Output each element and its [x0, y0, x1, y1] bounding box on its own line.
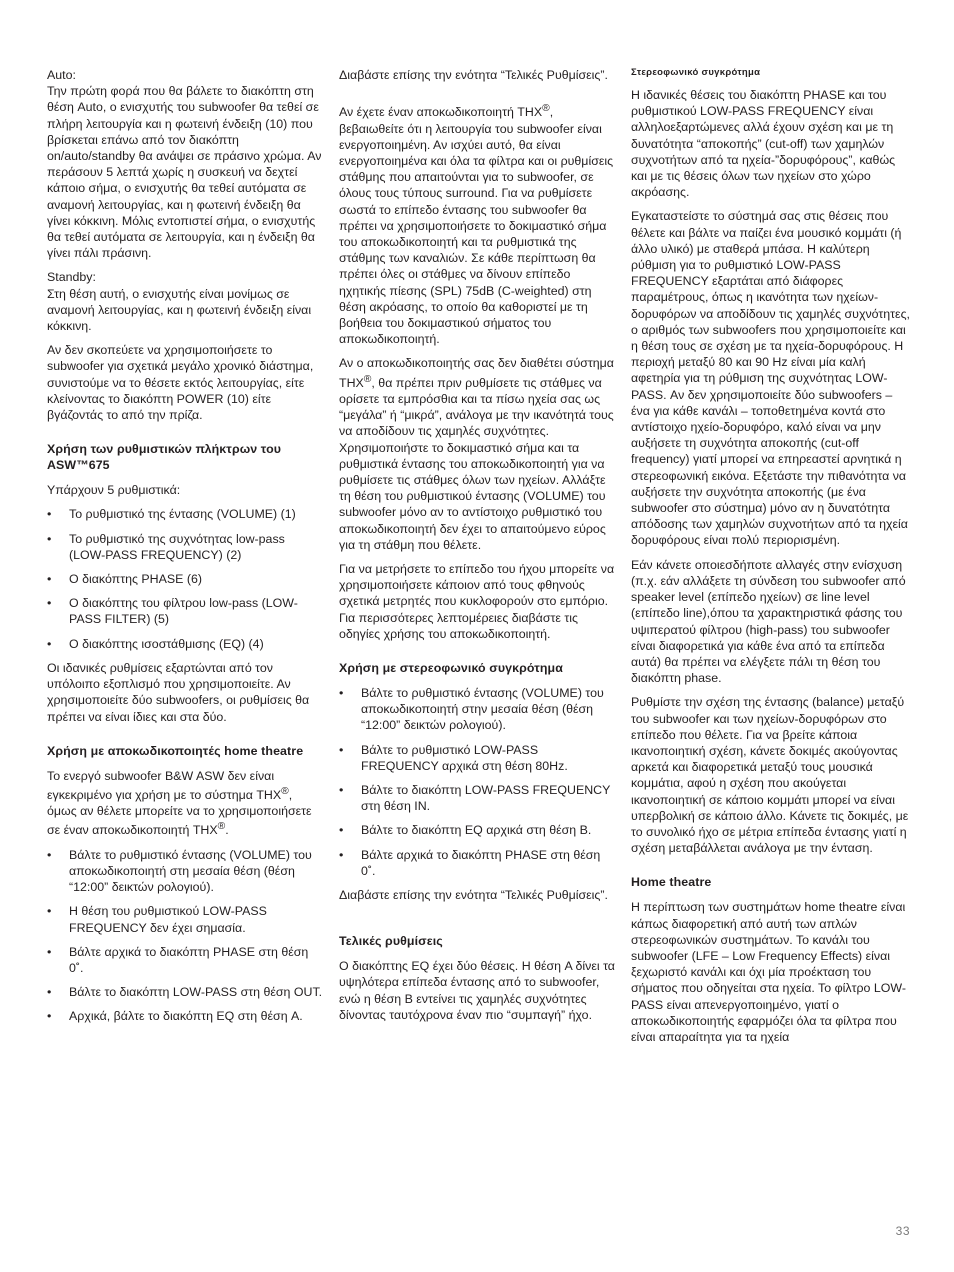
registered-mark: ®	[281, 785, 289, 797]
list-item: • Η θέση του ρυθμιστικού LOW-PASS FREQUENCY δεν έχει σημασία.	[47, 903, 323, 935]
paragraph-thx-compat	[47, 768, 323, 839]
stereo-steps-list	[339, 685, 617, 879]
paragraph-eq-switch: Ο διακόπτης EQ έχει δύο θέσεις. Η θέση A δίνει τα υψηλότερα επίπεδα έντασης από το subwoofer, ενώ η θέση B εντείνει τις χαμηλές συχνότητες δίνοντας ταυτόχρονα έναν πιο “συμπαγή” ήχο.	[339, 959, 615, 1022]
list-item: • Αρχικά, βάλτε το διακόπτη EQ στη θέση A.	[47, 1008, 323, 1024]
paragraph-install: Εγκαταστείστε το σύστημά σας στις θέσεις που θέλετε και βάλτε να παίζει ένα μουσικό κομμάτι (ή άλλο υλικό) με σταθερά μπάσα. Η καλύτερη ρύθμιση για το ρυθμιστικό LOW-PASS FREQUENCY εξαρτάται από διάφορες παραμέτρους, όπως η ικανότητα των ηχείων-δορυφόρων να αποδίδουν τις χαμηλές συχνότητες, ο αριθμός των subwoofers που χρησιμοποιείτε και η θέση τους σε σχέση με τα ηχεία-δορυφόρους. Η περιοχή μεταξύ 80 και 90 Hz είναι μία καλή αφετηρία για τη ρύθμιση της συχνότητας LOW-PASS. Αν δεν χρησιμοποιείτε δύο subwoofers – ένα για κάθε κανάλι – τοποθετημένα κοντά στο αντίστοιχο ηχείο-δορυφόρο, καλό είναι να μην αυξήσετε τη συχνότητα αποκοπής (cut-off frequency) γιατί μπορεί να επηρεαστεί αρνητικά η στερεοφωνική εικόνα. Εξετάστε την πιθανότητα να αυξήσετε την συχνότητα αποκοπής (με ένα subwoofer στο σύστημα) μόνο αν η δυνατότητα απόδοσης των χαμηλών συχνοτήτων από τα ηχεία δορυφόρους είναι πολύ περιορισμένη.	[631, 209, 910, 548]
heading-final-settings: Τελικές ρυθμίσεις	[339, 934, 443, 949]
standby-mode-description: Standby: Στη θέση αυτή, ο ενισχυτής είναι μονίμως σε αναμονή λειτουργίας, και η φωτεινή ένδειξη είναι κόκκινη.	[47, 270, 312, 334]
controls-list	[47, 506, 323, 651]
subheading-stereo-system: Στερεοφωνικό συγκρότημα	[631, 67, 761, 78]
list-item: • Ο διακόπτης του φίλτρου low-pass (LOW-PASS FILTER) (5)	[47, 595, 323, 627]
list-item: • Το ρυθμιστικό της έντασης (VOLUME) (1)	[47, 506, 323, 522]
heading-home-theatre-decoders: Χρήση με αποκωδικοποιητές home theatre	[47, 743, 304, 758]
thx-text-b: , βεβαιωθείτε ότι η λειτουργία του subwoofer είναι ενεργοποιημένη. Αν ισχύει αυτό, θα είναι ενεργοποιημένα και όλα τα φίλτρα και οι ρυθμίσεις στάθμης που απαιτούνται για το subwoofer, σε όλους τους τύπους surround. Για να ρυθμίσετε σωστά το επίπεδο έντασης του subwoofer θα πρέπει να χρησιμοποιήσετε το δοκιμαστικό σήμα του αποκωδικοποιητή και τα ρυθμιστικά της στάθμης των καναλιών. Σε κάθε περίπτωση θα πρέπει όλες οι στάθμες να δίνουν επίπεδο ηχητικής πίεσης (SPL) 75dB (C-weighted) στη θέση ακρόασης, το οποίο θα καθοριστεί με τη βοήθεια του δοκιμαστικού σήματος του αποκωδικοποιητή.	[339, 105, 614, 347]
registered-mark: ®	[363, 373, 372, 385]
column-right	[631, 67, 911, 1053]
paragraph-phase: Η ιδανικές θέσεις του διακόπτη PHASE και του ρυθμιστικού LOW-PASS FREQUENCY είναι αλληλοεξαρτώμενες αλλά έχουν σχέση και με τη δυνατότητα “αποκοπής” (cut-off) των χαμηλών συχνοτήτων από τα ηχεία-”δορυφόρους”, καθώς και με τις θέσεις όλων των ηχείων στο χώρο ακρόασης.	[631, 88, 896, 200]
list-item: • Ο διακόπτης PHASE (6)	[47, 571, 323, 587]
thx-text-2: , όμως αν θέλετε μπορείτε να το χρησιμοποιήσετε σε έναν αποκωδικοποιητή THX	[47, 788, 312, 838]
paragraph-thx-decoder	[339, 101, 617, 347]
heading-stereo-use: Χρήση με στερεοφωνικό συγκρότημα	[339, 660, 563, 675]
list-item: • Βάλτε το διακόπτη LOW-PASS FREQUENCY στη θέση IN.	[339, 782, 617, 814]
registered-mark: ®	[542, 103, 550, 115]
list-item: • Βάλτε το διακόπτη EQ αρχικά στη θέση B.	[339, 822, 617, 838]
list-item: • Βάλτε το διακόπτη LOW-PASS στη θέση OUT.	[47, 984, 323, 1000]
list-item: • Βάλτε το ρυθμιστικό έντασης (VOLUME) του αποκωδικοποιητή στην μεσαία θέση (θέση “12:00” δεικτών ρολογιού).	[339, 685, 617, 734]
heading-home-theatre: Home theatre	[631, 875, 712, 890]
column-middle	[339, 67, 617, 1031]
list-item: • Ο διακόπτης ισοστάθμισης (EQ) (4)	[47, 636, 323, 652]
registered-mark: ®	[217, 821, 226, 833]
paragraph-amp-changes: Εάν κάνετε οποιεσδήποτε αλλαγές στην ενίσχυση (π.χ. εάν αλλάξετε τη σύνδεση του subwoofer από speaker level (επίπεδο ηχείων) σε line level (επίπεδο line),όπου τα χαρακτηριστικά φάσης του υψιπερατού φίλτρου (high-pass) του subwoofer είναι διαφορετικά για κάθε ένα από τα επίπεδα αυτά) θα πρέπει να ελέγξετε πάλι τη θέση του διακόπτη phase.	[631, 557, 906, 686]
home-steps-list	[47, 847, 323, 1025]
paragraph-see-final-2: Διαβάστε επίσης την ενότητα “Τελικές Ρυθμίσεις”.	[339, 887, 608, 902]
paragraph-five-controls: Υπάρχουν 5 ρυθμιστικά:	[47, 483, 181, 498]
period: .	[225, 823, 229, 838]
non-thx-text-b: , θα πρέπει πριν ρυθμίσετε τις στάθμες να ορίσετε τα εμπρόσθια και τα πίσω ηχεία σας ως “μεγάλα” ή “μικρά”, ανάλογα με την ικανότητά τους να αποδίδουν τις χαμηλές συχνότητες. Χρησιμοποιήστε το δοκιμαστικό σήμα και τα ρυθμιστικά έντασης του αποκωδικοποιητή για να ρυθμίσετε τις στάθμες όλων των ηχείων. Αλλάξτε τη θέση του ρυθμιστικού έντασης (VOLUME) του subwoofer μόνο αν το αντίστοιχο ρυθμιστικό του αποκωδικοποιητή δεν έχει το απαιτούμενο εύρος για τη στάθμη που θέλετε.	[339, 375, 614, 552]
list-item: • Βάλτε το ρυθμιστικό LOW-PASS FREQUENCY αρχικά στη θέση 80Hz.	[339, 742, 617, 774]
paragraph-balance: Ρυθμίστε την σχέση της έντασης (balance) μεταξύ του subwoofer και των ηχείων-δορυφόρων στο επίπεδο που θέλετε. Για να βρείτε κάποια ικανοποιητική σχέση, κάνετε δοκιμές ακούγοντας αρκετά και διαφορετικά μεταξύ τους μουσικά κομμάτια, αφού η σχέση που ακούγεται ικανοποιητική σε κάποιο κομμάτι μπορεί να είναι υπερβολική σε κάποιο άλλο. Κάνετε τις δοκιμές, με το συνολικό ήχο σε μέτρια επίπεδα έντασης γιατί η σχέση μεταβάλλεται ανάλογα με την ένταση.	[631, 695, 909, 856]
page-number: 33	[895, 1224, 910, 1238]
paragraph-home-theatre: Η περίπτωση των συστημάτων home theatre είναι κάπως διαφορετική από αυτή των απλών στερεοφωνικών συστημάτων. Το κανάλι του subwoofer (LFE – Low Frequency Effects) είναι ξεχωριστό κανάλι και όχι μία προέκταση του σήματος που οδηγείται στα ηχεία. Το φίλτρο LOW-PASS είναι απενεργοποιημένο, γιατί ο αποκωδικοποιητής εφαρμόζει όλα τα φίλτρα που είναι απαραίτητα για τα ηχεία	[631, 900, 906, 1044]
thx-text-1: Το ενεργό subwoofer B&W ASW δεν είναι εγκεκριμένο για χρήση με το σύστημα THX	[47, 768, 282, 803]
auto-mode-description: Auto: Την πρώτη φορά που θα βάλετε το διακόπτη στη θέση Auto, ο ενισχυτής του subwoofer θα τεθεί σε πλήρη λειτουργία και η φωτεινή ένδειξη (10) που βρίσκεται επάνω από τον διακόπτη on/auto/standby θα ανάψει σε πράσινο χρώμα. Αν περάσουν 5 λεπτά χωρίς η συσκευή να δεχτεί κάποιο σήμα, ο ενισχυτής θα τεθεί αυτόματα σε αναμονή λειτουργίας, και η φωτεινή ένδειξη θα γίνει κόκκινη. Μόλις εντοπιστεί σήμα, ο ενισχυτής θα τεθεί αυτόματα σε λειτουργία, και η ένδειξη θα γίνει πάλι πράσινη.	[47, 68, 322, 261]
paragraph-ideal-settings: Οι ιδανικές ρυθμίσεις εξαρτώνται από τον υπόλοιπο εξοπλισμό που χρησιμοποιείτε. Αν χρησιμοποιείτε δύο subwoofers, οι ρυθμίσεις θα πρέπει να είναι ίδιες και στα δύο.	[47, 660, 310, 724]
list-item: • Βάλτε αρχικά το διακόπτη PHASE στη θέση 0˚.	[47, 944, 323, 976]
list-item: • Το ρυθμιστικό της συχνότητας low-pass (LOW-PASS FREQUENCY) (2)	[47, 531, 323, 563]
paragraph-see-final-1: Διαβάστε επίσης την ενότητα “Τελικές Ρυθμίσεις”.	[339, 68, 608, 82]
column-left	[47, 67, 323, 1033]
paragraph-disconnect: Αν δεν σκοπεύετε να χρησιμοποιήσετε το subwoofer για σχετικά μεγάλο χρονικό διάστημα, συνιστούμε να το θέσετε εκτός λειτουργίας, είτε κλείνοντας το διακόπτη POWER (10) είτε βγάζοντάς το από την πρίζα.	[47, 343, 314, 423]
paragraph-sound-meter: Για να μετρήσετε το επίπεδο του ήχου μπορείτε να χρησιμοποιήσετε κάποιον από τους φθηνούς σχετικά μετρητές που κυκλοφορούν στο εμπόριο. Για περισσότερες λεπτομέρειες διαβάστε τις οδηγίες χρήσης του αποκωδικοποιητή.	[339, 561, 615, 641]
non-thx-text-a: Αν ο αποκωδικοποιητής σας δεν διαθέτει σύστημα THX	[339, 356, 614, 390]
thx-text-a: Αν έχετε έναν αποκωδικοποιητή THX	[339, 105, 543, 120]
paragraph-non-thx-decoder	[339, 355, 617, 553]
list-item: • Βάλτε το ρυθμιστικό έντασης (VOLUME) του αποκωδικοποιητή στη μεσαία θέση (θέση “12:00” δεικτών ρολογιού).	[47, 847, 323, 896]
list-item: • Βάλτε αρχικά το διακόπτη PHASE στη θέση 0˚.	[339, 847, 617, 879]
heading-controls: Χρήση των ρυθμιστικών πλήκτρων του ASW™675	[47, 442, 282, 473]
